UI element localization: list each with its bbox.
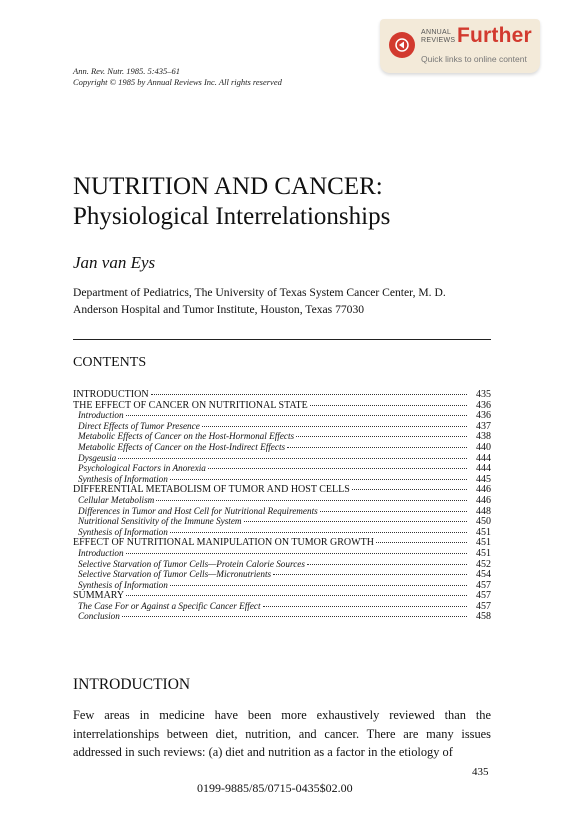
further-tagline: Quick links to online content (421, 54, 527, 64)
toc-label: EFFECT OF NUTRITIONAL MANIPULATION ON TUMOR GROWTH (73, 537, 374, 549)
toc-leader (244, 514, 467, 522)
toc-page: 435 (476, 389, 491, 400)
toc-label: Introduction (78, 410, 124, 421)
divider (73, 339, 491, 340)
toc-leader (202, 419, 467, 427)
author-affiliation: Department of Pediatrics, The University of Texas System Cancer Center, M. D. Anderson Hospital and Tumor Institute, Houston, Texas 77030 (73, 286, 446, 316)
toc-label: Synthesis of Information (78, 579, 168, 590)
footer-code: 0199-9885/85/0715-0435$02.00 (197, 781, 353, 795)
citation (73, 66, 282, 88)
toc-page: 444 (476, 452, 491, 464)
toc-page: 457 (476, 590, 491, 602)
toc-label: Metabolic Effects of Cancer on the Host-Indirect Effects (78, 441, 286, 452)
toc-page: 457 (476, 600, 491, 612)
toc-page: 451 (476, 537, 491, 549)
body-paragraph: Few areas in medicine have been more exhaustively reviewed than the interrelationships between diet, nutrition, and cancer. There are many issues addressed in such reviews: (a) diet and nutrition as a factor in the etiology of (73, 708, 491, 759)
toc-page: 436 (476, 399, 491, 411)
annual-reviews-label: ANNUAL REVIEWS (421, 29, 456, 44)
section-heading-introduction: INTRODUCTION (73, 676, 191, 693)
table-of-contents (73, 389, 491, 622)
toc-page: 437 (476, 420, 491, 432)
article-title (73, 172, 390, 232)
toc-label: Conclusion (78, 611, 120, 622)
further-word: Further (457, 24, 532, 47)
toc-label: Psychological Factors in Anorexia (78, 463, 206, 474)
toc-leader (170, 578, 467, 586)
toc-page: 436 (476, 410, 491, 422)
toc-leader (320, 504, 467, 512)
toc-leader (263, 599, 467, 607)
toc-page: 448 (476, 505, 491, 517)
toc-page: 446 (476, 494, 491, 506)
toc-leader (126, 546, 467, 554)
toc-leader (310, 398, 467, 406)
toc-leader (151, 387, 467, 395)
toc-page: 457 (476, 579, 491, 591)
toc-leader (287, 440, 467, 448)
toc-leader (273, 567, 467, 575)
title-line-1: NUTRITION AND CANCER: (73, 173, 383, 200)
play-icon (389, 32, 415, 58)
toc-page: 454 (476, 569, 491, 581)
toc-leader (376, 535, 467, 543)
toc-page: 438 (476, 431, 491, 443)
toc-page: 446 (476, 484, 491, 496)
toc-page: 451 (476, 526, 491, 538)
toc-leader (126, 588, 467, 596)
toc-leader (118, 451, 467, 459)
toc-label: Synthesis of Information (78, 526, 168, 537)
toc-leader (352, 482, 467, 490)
annual-reviews-further-badge[interactable] (380, 19, 540, 73)
toc-label: The Case For or Against a Specific Cancer Effect (78, 600, 261, 611)
toc-label: THE EFFECT OF CANCER ON NUTRITIONAL STATE (73, 399, 308, 411)
toc-label: Introduction (78, 547, 124, 558)
toc-page: 450 (476, 516, 491, 528)
toc-page: 440 (476, 441, 491, 453)
toc-label: Direct Effects of Tumor Presence (78, 420, 200, 431)
toc-label: Cellular Metabolism (78, 494, 155, 505)
toc-page: 451 (476, 547, 491, 559)
toc-leader (170, 525, 467, 533)
toc-page: 444 (476, 463, 491, 475)
title-line-2: Physiological Interrelationships (73, 203, 391, 230)
toc-leader (126, 408, 467, 416)
toc-label: SUMMARY (73, 590, 125, 602)
toc-label: Metabolic Effects of Cancer on the Host-Hormonal Effects (78, 431, 295, 442)
toc-leader (296, 429, 467, 437)
toc-label: Selective Starvation of Tumor Cells—Protein Calorie Sources (78, 558, 305, 569)
toc-page: 452 (476, 558, 491, 570)
contents-heading: CONTENTS (73, 355, 147, 370)
toc-leader (170, 472, 467, 480)
toc-label: INTRODUCTION (73, 389, 149, 400)
toc-label: Selective Starvation of Tumor Cells—Micronutrients (78, 569, 272, 580)
toc-label: Dysgeusia (78, 452, 117, 463)
toc-subentry[interactable] (73, 611, 491, 622)
toc-label: Synthesis of Information (78, 473, 168, 484)
toc-page: 445 (476, 473, 491, 485)
toc-leader (122, 609, 467, 617)
toc-leader (307, 557, 467, 565)
toc-leader (208, 461, 467, 469)
toc-label: DIFFERENTIAL METABOLISM OF TUMOR AND HOST CELLS (73, 484, 350, 496)
citation-copyright: Copyright © 1985 by Annual Reviews Inc. All rights reserved (73, 77, 282, 87)
page-number: 435 (472, 766, 489, 778)
toc-label: Differences in Tumor and Host Cell for Nutritional Requirements (78, 505, 318, 516)
toc-leader (156, 493, 467, 501)
toc-label: Nutritional Sensitivity of the Immune System (78, 516, 242, 527)
author-name: Jan van Eys (73, 253, 156, 272)
toc-page: 458 (476, 611, 491, 623)
citation-journal: Ann. Rev. Nutr. 1985. 5:435–61 (73, 66, 181, 76)
